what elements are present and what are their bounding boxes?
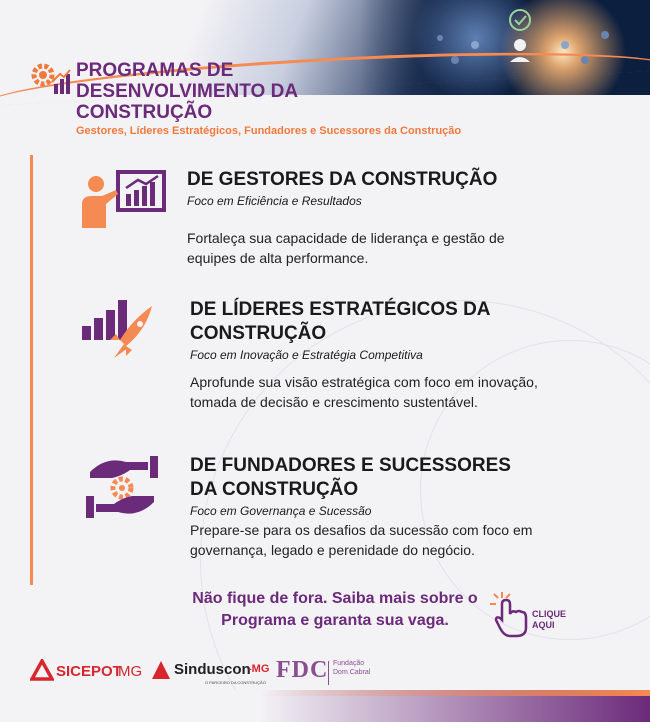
sicepot-logo: SICEPOT [56, 663, 122, 680]
section-focus: Foco em Inovação e Estratégia Competitiva [190, 348, 423, 362]
sicepot-logo-icon [30, 659, 54, 683]
section-fundadores [190, 454, 610, 560]
clique-aqui-button[interactable]: CLIQUE AQUI [532, 609, 567, 630]
fdc-name: Fundação Dom Cabral [333, 660, 371, 676]
sinduscon-tagline: O PARCEIRO DA CONSTRUÇÃO [205, 680, 266, 685]
section-focus: Foco em Eficiência e Resultados [187, 194, 362, 208]
section-title: DE LÍDERES ESTRATÉGICOS DA CONSTRUÇÃO [190, 299, 490, 344]
fdc-divider [328, 661, 329, 685]
presenter-chart-icon [80, 170, 166, 230]
left-accent-bar [30, 155, 33, 585]
section-description: Prepare-se para os desafios da sucessão com foco em governança, legado e perenidade do negócio. [190, 522, 533, 558]
section-gestores [187, 168, 607, 268]
rocket-growth-icon [80, 296, 160, 368]
gear-growth-icon [30, 62, 72, 96]
hands-gear-icon [82, 452, 162, 522]
section-focus: Foco em Governança e Sucessão [190, 504, 372, 518]
partner-logos [30, 655, 450, 690]
bottom-wave-accent [0, 690, 650, 696]
section-description: Aprofunde sua visão estratégica com foco em inovação, tomada de decisão e crescimento sustentável. [190, 374, 538, 410]
sinduscon-logo-icon [150, 659, 172, 681]
section-description: Fortaleça sua capacidade de liderança e gestão de equipes de alta performance. [187, 230, 505, 266]
section-lideres [190, 298, 610, 412]
page-title: PROGRAMAS DE DESENVOLVIMENTO DA CONSTRUÇÃO [76, 60, 298, 123]
pointer-hand-icon[interactable] [488, 590, 532, 638]
sinduscon-suffix: -MG [248, 663, 270, 675]
section-title: DE FUNDADORES E SUCESSORES DA CONSTRUÇÃO [190, 455, 511, 500]
page-subtitle: Gestores, Líderes Estratégicos, Fundadores e Sucessores da Construção [76, 125, 462, 137]
section-title: DE GESTORES DA CONSTRUÇÃO [187, 169, 498, 190]
sinduscon-logo: Sinduscon [174, 661, 251, 678]
cta-text: Não fique de fora. Saiba mais sobre o Programa e garanta sua vaga. [192, 590, 478, 629]
sicepot-suffix: MG [118, 663, 143, 680]
fdc-logo: FDC [276, 657, 329, 683]
